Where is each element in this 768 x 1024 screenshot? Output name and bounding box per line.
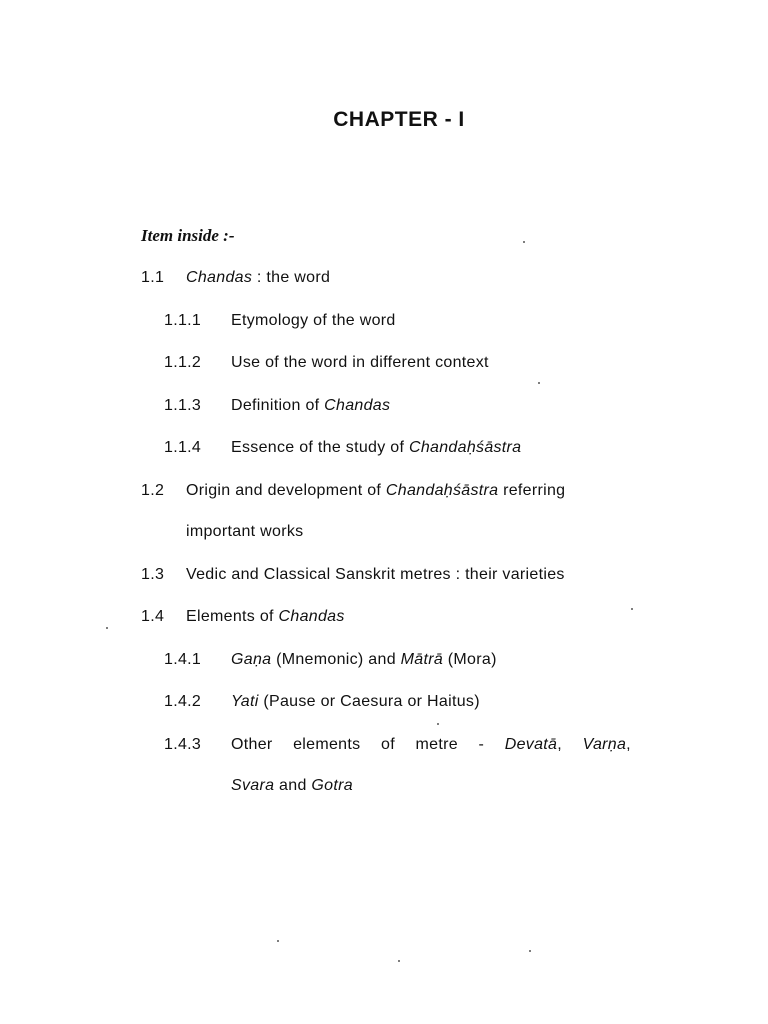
item-emphasis: Chandaḥśāstra xyxy=(408,439,522,456)
item-word: Varṇa, xyxy=(582,736,631,753)
scan-speck xyxy=(523,241,525,243)
item-number: 1.4.2 xyxy=(164,693,202,710)
item-text: Vedic and Classical Sanskrit metres : their varieties xyxy=(186,566,565,583)
item-text-post: (Pause or Caesura or Haitus) xyxy=(258,693,480,710)
item-text: Etymology of the word xyxy=(231,312,396,329)
item-emphasis: Yati xyxy=(231,693,259,710)
item-number: 1.1.3 xyxy=(164,397,202,414)
item-inside-text: Item inside :- xyxy=(141,226,235,245)
list-item-1-4-3-continuation xyxy=(231,777,353,795)
item-text xyxy=(186,482,565,500)
item-emphasis: Varṇa xyxy=(582,736,627,753)
scan-speck xyxy=(106,627,108,629)
item-emphasis: Devatā xyxy=(504,736,558,753)
item-text xyxy=(231,439,521,457)
item-text-pre: Elements of xyxy=(186,608,279,625)
item-text xyxy=(186,608,345,626)
item-text-pre: Definition of xyxy=(231,397,325,414)
item-number: 1.2 xyxy=(141,482,165,499)
item-text xyxy=(186,269,330,287)
item-emphasis: Chandaḥśāstra xyxy=(385,482,499,499)
scan-speck xyxy=(277,940,279,942)
list-item-1-2-continuation: important works xyxy=(186,523,304,540)
scan-speck xyxy=(398,960,400,962)
scan-speck xyxy=(631,608,633,610)
item-emphasis: Chandas xyxy=(186,269,253,286)
item-text-mid: (Mnemonic) and xyxy=(271,651,401,668)
item-text-post: referring xyxy=(498,482,566,499)
item-number: 1.4.1 xyxy=(164,651,202,668)
scan-speck xyxy=(538,382,540,384)
item-word: elements xyxy=(293,736,361,753)
item-emphasis: Gotra xyxy=(311,777,353,794)
item-text-pre: Origin and development of xyxy=(186,482,386,499)
item-text xyxy=(231,736,631,754)
item-emphasis: Svara xyxy=(231,777,275,794)
item-number: 1.4 xyxy=(141,608,165,625)
item-text-pre: Essence of the study of xyxy=(231,439,409,456)
item-number: 1.1.4 xyxy=(164,439,202,456)
item-text xyxy=(231,397,390,415)
item-emphasis: Gaṇa xyxy=(231,651,272,668)
item-emphasis: Chandas xyxy=(324,397,391,414)
item-emphasis: Mātrā xyxy=(400,651,444,668)
item-text xyxy=(231,651,497,669)
scan-speck xyxy=(529,950,531,952)
scan-speck xyxy=(437,723,439,725)
item-word: - xyxy=(478,736,485,753)
item-number: 1.1.2 xyxy=(164,354,202,371)
item-number: 1.1.1 xyxy=(164,312,202,329)
item-text: Use of the word in different context xyxy=(231,354,489,371)
chapter-title: CHAPTER - I xyxy=(333,108,465,131)
item-word: Devatā, xyxy=(504,736,562,753)
item-word: metre xyxy=(415,736,458,753)
item-text xyxy=(231,693,480,711)
item-text-post: : the word xyxy=(252,269,331,286)
item-text-mid: and xyxy=(274,777,312,794)
item-inside-label xyxy=(141,226,235,246)
item-emphasis: Chandas xyxy=(278,608,345,625)
item-word: of xyxy=(381,736,395,753)
item-number: 1.3 xyxy=(141,566,165,583)
item-text-post: (Mora) xyxy=(443,651,497,668)
item-number: 1.4.3 xyxy=(164,736,202,753)
item-number: 1.1 xyxy=(141,269,165,286)
item-word: Other xyxy=(231,736,273,753)
